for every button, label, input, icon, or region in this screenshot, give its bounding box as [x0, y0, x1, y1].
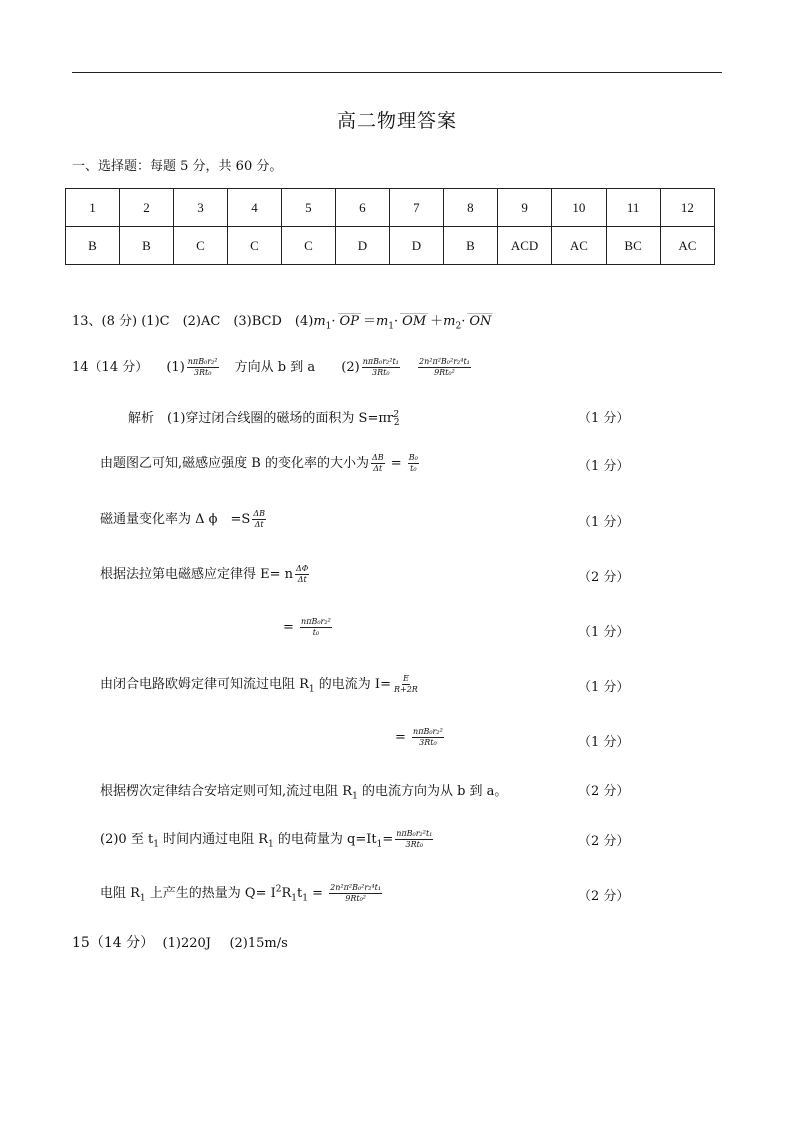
table-cell: 8: [443, 189, 497, 227]
table-cell: AC: [660, 227, 714, 265]
score-10: （2 分）: [578, 889, 630, 904]
table-cell: C: [227, 227, 281, 265]
score-2: （1 分）: [578, 459, 630, 474]
table-cell: 7: [389, 189, 443, 227]
q15-line: [72, 932, 288, 952]
score-3: （1 分）: [578, 515, 630, 530]
solution-line-5: = $\frac{\text{nπB₀r₂²}}{\text{t₀}}$: [283, 617, 331, 637]
table-cell: BC: [606, 227, 660, 265]
score-8: （2 分）: [578, 784, 630, 799]
section-heading: 一、选择题：每题 5 分，共 60 分。: [72, 159, 283, 174]
q13-m: m: [313, 314, 326, 329]
score-9: （2 分）: [578, 834, 630, 849]
score-7: （1 分）: [578, 735, 630, 750]
q15-answer-2: (2)15m/s: [229, 936, 288, 951]
q14-line: [72, 356, 473, 378]
q13-om: OM: [402, 314, 427, 329]
table-cell: ACD: [497, 227, 551, 265]
q15-answer-1: (1)220J: [162, 936, 211, 951]
table-cell: 4: [227, 189, 281, 227]
table-cell: 3: [173, 189, 227, 227]
q13-head: 13、(8 分) (1)C (2)AC (3)BCD (4): [72, 314, 314, 329]
table-cell: AC: [552, 227, 606, 265]
score-1: （1 分）: [578, 411, 630, 426]
table-row-numbers: [66, 189, 715, 227]
table-cell: 9: [497, 189, 551, 227]
table-cell: B: [66, 227, 120, 265]
solution-line-2: 由题图乙可知,磁感应强度 B 的变化率的大小为 $\frac{\Delta B}{\Delta t}$ = $\frac{\text{B₀}}{\text{t₀}}$: [100, 453, 418, 473]
q13-eq: ＝: [362, 314, 376, 329]
q14-frac2: $\frac{\text{nπB₀r₂²t₁}}{\text{3Rt₀}}$: [362, 357, 399, 377]
table-cell: 2: [119, 189, 173, 227]
header-rule: [72, 72, 722, 73]
solution-line-6: 由闭合电路欧姆定律可知流过电阻 $R_1$ 的电流为 I= $\frac{E}{R+2R}$: [100, 674, 418, 695]
solution-line-9: (2)0 至 $t_1$ 时间内通过电阻 $R_1$ 的电荷量为 $q=It_1=$ $\frac{\text{nπB₀r₂²t₁}}{\text{3Rt₀}}$: [100, 829, 433, 850]
page-title: 高二物理答案: [336, 110, 457, 132]
q14-head: 14（14 分）: [72, 360, 149, 375]
table-cell: 12: [660, 189, 714, 227]
q14-frac1: $\frac{\text{nπB₀r₂²}}{\text{3Rt₀}}$: [187, 357, 218, 377]
q15-head: 15（14 分）: [72, 935, 155, 951]
q14-part1: (1): [166, 360, 185, 375]
solution-line-10: 电阻 $R_1$ 上产生的热量为 $Q= I^2R_1t_1$ = $\frac{\text{2n²π²B₀²r₂⁴t₁}}{\text{9Rt₀²}}$: [100, 883, 382, 904]
q14-frac3: $\frac{\text{2n²π²B₀²r₂⁴t₁}}{\text{9Rt₀²}}$: [419, 357, 470, 377]
score-4: （2 分）: [578, 570, 630, 585]
q14-part2: (2): [341, 360, 360, 375]
table-row-answers: [66, 227, 715, 265]
table-cell: C: [173, 227, 227, 265]
table-cell: 11: [606, 189, 660, 227]
answer-table: [65, 188, 715, 265]
q13-on: ON: [469, 314, 492, 329]
q13-line: 13、(8 分) (1)C (2)AC (3)BCD $(4)m_1\cdot$ OP $=m_1\cdot$ OM $+m_2\cdot$ ON: [72, 314, 492, 332]
q14-direction: 方向从 b 到 a: [234, 360, 316, 375]
solution-line-8: 根据楞次定律结合安培定则可知,流过电阻 $R_1$ 的电流方向为从 b 到 a。: [100, 784, 508, 802]
q13-m: m: [443, 314, 456, 329]
solution-line-1: 解析 (1)穿过闭合线圈的磁场的面积为 $S=\pi r^2_2$: [128, 410, 400, 428]
solution-line-4: 根据法拉第电磁感应定律得 E= n $\frac{\Delta\Phi}{\Delta t}$: [100, 564, 309, 584]
table-cell: 1: [66, 189, 120, 227]
table-cell: 5: [281, 189, 335, 227]
table-cell: 6: [335, 189, 389, 227]
q13-op: OP: [339, 314, 359, 329]
score-6: （1 分）: [578, 680, 630, 695]
table-cell: B: [119, 227, 173, 265]
table-cell: D: [335, 227, 389, 265]
table-cell: C: [281, 227, 335, 265]
solution-line-3: 磁通量变化率为 Δ ϕ =S $\frac{\Delta B}{\Delta t}$: [100, 509, 265, 529]
solution-line-7: = $\frac{\text{nπB₀r₂²}}{\text{3Rt₀}}$: [395, 727, 443, 747]
score-5: （1 分）: [578, 625, 630, 640]
q13-plus: ＋: [430, 314, 444, 329]
table-cell: B: [443, 227, 497, 265]
table-cell: 10: [552, 189, 606, 227]
table-cell: D: [389, 227, 443, 265]
q13-m: m: [375, 314, 389, 329]
